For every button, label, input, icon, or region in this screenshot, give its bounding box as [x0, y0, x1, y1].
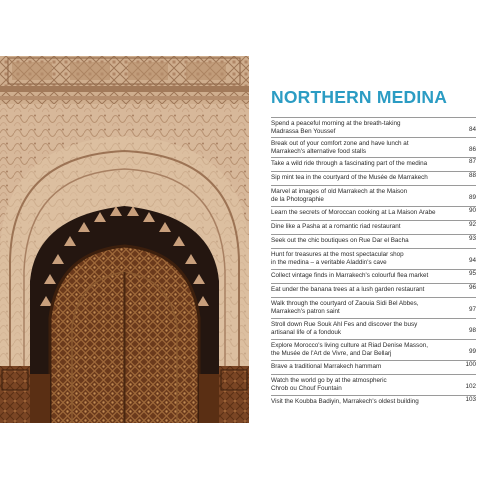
section-heading: NORTHERN MEDINA [271, 87, 448, 107]
entry-page-number: 96 [468, 284, 476, 292]
entry-page-number: 99 [468, 348, 476, 356]
entry-title: Break out of your comfort zone and have lunch at Marrakech's alternative food stalls [271, 140, 409, 155]
entry-page-number: 95 [468, 270, 476, 278]
entry-title: Dine like a Pasha at a romantic riad restaurant [271, 223, 401, 230]
entry-page-number: 98 [468, 327, 476, 335]
entry-page-number: 92 [468, 221, 476, 229]
contents-entry [271, 171, 476, 180]
contents-entry [271, 248, 476, 265]
entry-page-number: 90 [468, 207, 476, 215]
entry-page-number: 94 [468, 257, 476, 265]
contents-entry [271, 283, 476, 292]
entry-page-number: 93 [468, 235, 476, 243]
entry-page-number: 84 [468, 126, 476, 134]
contents-list [249, 56, 480, 423]
entry-page-number: 87 [468, 158, 476, 166]
contents-entry [271, 360, 476, 369]
entry-page-number: 86 [468, 146, 476, 154]
contents-entry [271, 234, 476, 243]
contents-entry [271, 185, 476, 202]
entry-title: Spend a peaceful morning at the breath-taking Madrassa Ben Youssef [271, 120, 401, 135]
entry-title: Visit the Koubba Badiyin, Marrakech's oldest building [271, 398, 419, 405]
entry-title: Collect vintage finds in Marrakech's colourful flea market [271, 272, 429, 279]
entry-title: Learn the secrets of Moroccan cooking at La Maison Arabe [271, 209, 436, 216]
entry-page-number: 97 [468, 306, 476, 314]
entry-page-number: 103 [465, 396, 476, 404]
entry-title: Take a wild ride through a fascinating part of the medina [271, 160, 428, 167]
madrassa-arch-photo [0, 56, 249, 423]
entry-title: Hunt for treasures at the most spectacular shop in the medina – a veritable Aladdin's cave [271, 251, 404, 266]
entry-page-number: 100 [465, 361, 476, 369]
contents-entry [271, 318, 476, 335]
entry-title: Explore Morocco's living culture at Riad Denise Masson, the Musée de l'Art de Vivre, and Dar Bellarj [271, 342, 428, 357]
contents-entry [271, 117, 476, 134]
contents-entry [271, 297, 476, 314]
entry-title: Sip mint tea in the courtyard of the Musée de Marrakech [271, 174, 428, 181]
entry-title: Brave a traditional Marrakech hammam [271, 363, 382, 370]
entry-title: Stroll down Rue Souk Ahl Fes and discover the busy artisanal life of a fondouk [271, 321, 418, 336]
contents-entry [271, 395, 476, 404]
contents-entry [271, 374, 476, 391]
entry-page-number: 102 [465, 383, 476, 391]
entry-title: Eat under the banana trees at a lush garden restaurant [271, 286, 425, 293]
contents-entry [271, 269, 476, 278]
entry-title: Marvel at images of old Marrakech at the Maison de la Photographie [271, 188, 408, 203]
entry-title: Walk through the courtyard of Zaouia Sidi Bel Abbes, Marrakech's patron saint [271, 300, 419, 315]
entry-page-number: 89 [468, 194, 476, 202]
entry-page-number: 88 [468, 172, 476, 180]
contents-entry [271, 339, 476, 356]
contents-entry [271, 157, 476, 166]
entry-title: Seek out the chic boutiques on Rue Dar el Bacha [271, 237, 409, 244]
contents-page [249, 56, 480, 423]
book-spread [0, 56, 480, 423]
contents-entry [271, 220, 476, 229]
contents-entry [271, 137, 476, 154]
entry-title: Watch the world go by at the atmospheric Chrob ou Chouf Fountain [271, 377, 387, 392]
contents-entry [271, 206, 476, 215]
